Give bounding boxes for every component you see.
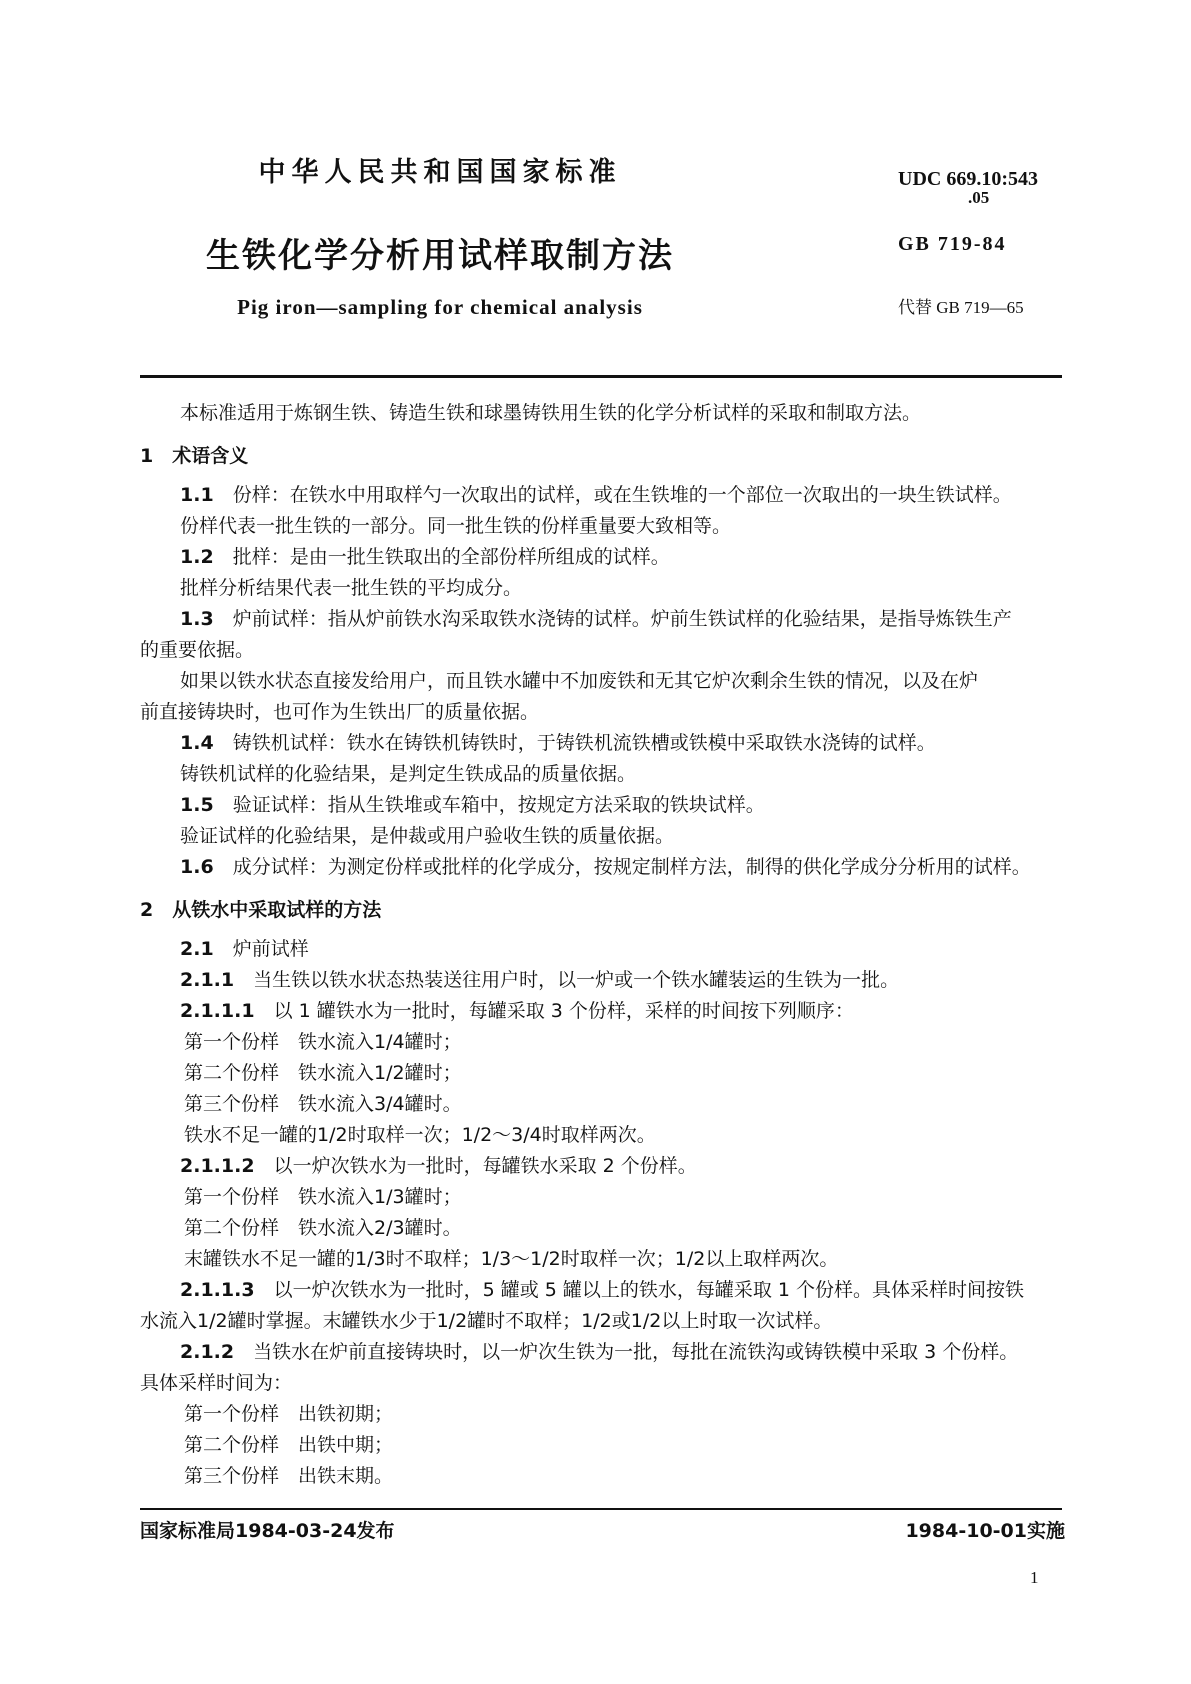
document-body xyxy=(140,398,1080,1492)
clause-1-4-cont: 铸铁机试样的化验结果，是判定生铁成品的质量依据。 xyxy=(180,763,637,785)
clause-2-1-1-2: 2.1.1.2 以一炉次铁水为一批时，每罐铁水采取 2 个份样。 xyxy=(180,1155,697,1177)
list-item: 铁水不足一罐的1/2时取样一次；1/2～3/4时取样两次。 xyxy=(184,1124,656,1146)
clause-2-1-1-1: 2.1.1.1 以 1 罐铁水为一批时，每罐采取 3 个份样，采样的时间按下列顺序： xyxy=(180,1000,854,1022)
list-item: 第二个份样 铁水流入2/3罐时。 xyxy=(184,1217,462,1239)
clause-1-1-cont: 份样代表一批生铁的一部分。同一批生铁的份样重量要大致相等。 xyxy=(180,515,732,537)
document-title-english: Pig iron—sampling for chemical analysis xyxy=(237,295,643,319)
section-heading: 1 术语含义 xyxy=(140,445,249,467)
clause-1-6: 1.6 成分试样：为测定份样或批样的化学成分，按规定制样方法，制得的供化学成分分析用的试样。 xyxy=(180,856,1031,878)
clause-2-1-1-3: 2.1.1.3 以一炉次铁水为一批时，5 罐或 5 罐以上的铁水，每罐采取 1 个份样。具体采样时间按铁 xyxy=(180,1279,1025,1301)
clause-2-1: 2.1 炉前试样 xyxy=(180,938,309,960)
list-item: 末罐铁水不足一罐的1/3时不取样；1/3～1/2时取样一次；1/2以上取样两次。 xyxy=(184,1248,839,1270)
clause-1-3-cont: 如果以铁水状态直接发给用户，而且铁水罐中不加废铁和无其它炉次剩余生铁的情况，以及在炉 xyxy=(180,670,979,692)
clause-1-2: 1.2 批样：是由一批生铁取出的全部份样所组成的试样。 xyxy=(180,546,670,568)
footer-divider xyxy=(140,1508,1062,1510)
standard-number: GB 719-84 xyxy=(898,233,1007,255)
document-title-chinese: 生铁化学分析用试样取制方法 xyxy=(206,236,674,276)
effective-date: 1984-10-01实施 xyxy=(905,1520,1065,1542)
clause-2-1-2: 2.1.2 当铁水在炉前直接铸块时，以一炉次生铁为一批，每批在流铁沟或铸铁模中采取 3 个份样。 xyxy=(180,1341,1019,1363)
udc-code: UDC 669.10:543 xyxy=(898,168,1038,190)
clause-1-3-wrap: 的重要依据。 xyxy=(140,639,255,661)
intro-paragraph: 本标准适用于炼钢生铁、铸造生铁和球墨铸铁用生铁的化学分析试样的采取和制取方法。 xyxy=(180,402,922,424)
list-item: 第二个份样 铁水流入1/2罐时； xyxy=(184,1062,462,1084)
clause-1-2-cont: 批样分析结果代表一批生铁的平均成分。 xyxy=(180,577,523,599)
list-item: 第二个份样 出铁中期； xyxy=(184,1434,394,1456)
clause-1-4: 1.4 铸铁机试样：铁水在铸铁机铸铁时，于铸铁机流铁槽或铁模中采取铁水浇铸的试样。 xyxy=(180,732,936,754)
page-number: 1 xyxy=(1030,1568,1039,1587)
list-item: 第一个份样 铁水流入1/3罐时； xyxy=(184,1186,462,1208)
clause-2-1-2-wrap: 具体采样时间为： xyxy=(140,1372,293,1394)
replaces-standard: 代替 GB 719—65 xyxy=(898,298,1024,317)
list-item: 第三个份样 出铁末期。 xyxy=(184,1465,394,1487)
clause-1-1: 1.1 份样：在铁水中用取样勺一次取出的试样，或在生铁堆的一个部位一次取出的一块生铁试样。 xyxy=(180,484,1012,506)
clause-2-1-1: 2.1.1 当生铁以铁水状态热装送往用户时，以一炉或一个铁水罐装运的生铁为一批。 xyxy=(180,969,900,991)
clause-1-3: 1.3 炉前试样：指从炉前铁水沟采取铁水浇铸的试样。炉前生铁试样的化验结果，是指导炼铁生产 xyxy=(180,608,1012,630)
section-heading: 2 从铁水中采取试样的方法 xyxy=(140,899,382,921)
clause-1-5-cont: 验证试样的化验结果，是仲裁或用户验收生铁的质量依据。 xyxy=(180,825,675,847)
udc-code-continuation: .05 xyxy=(968,188,990,207)
clause-1-5: 1.5 验证试样：指从生铁堆或车箱中，按规定方法采取的铁块试样。 xyxy=(180,794,765,816)
list-item: 第三个份样 铁水流入3/4罐时。 xyxy=(184,1093,462,1115)
clause-1-3-cont-wrap: 前直接铸块时，也可作为生铁出厂的质量依据。 xyxy=(140,701,540,723)
issue-date: 国家标准局1984-03-24发布 xyxy=(140,1520,395,1542)
issuing-country-heading: 中华人民共和国国家标准 xyxy=(258,157,622,188)
clause-2-1-1-3-wrap: 水流入1/2罐时掌握。末罐铁水少于1/2罐时不取样；1/2或1/2以上时取一次试样。 xyxy=(140,1310,833,1332)
list-item: 第一个份样 出铁初期； xyxy=(184,1403,394,1425)
list-item: 第一个份样 铁水流入1/4罐时； xyxy=(184,1031,462,1053)
header-divider xyxy=(140,375,1062,378)
